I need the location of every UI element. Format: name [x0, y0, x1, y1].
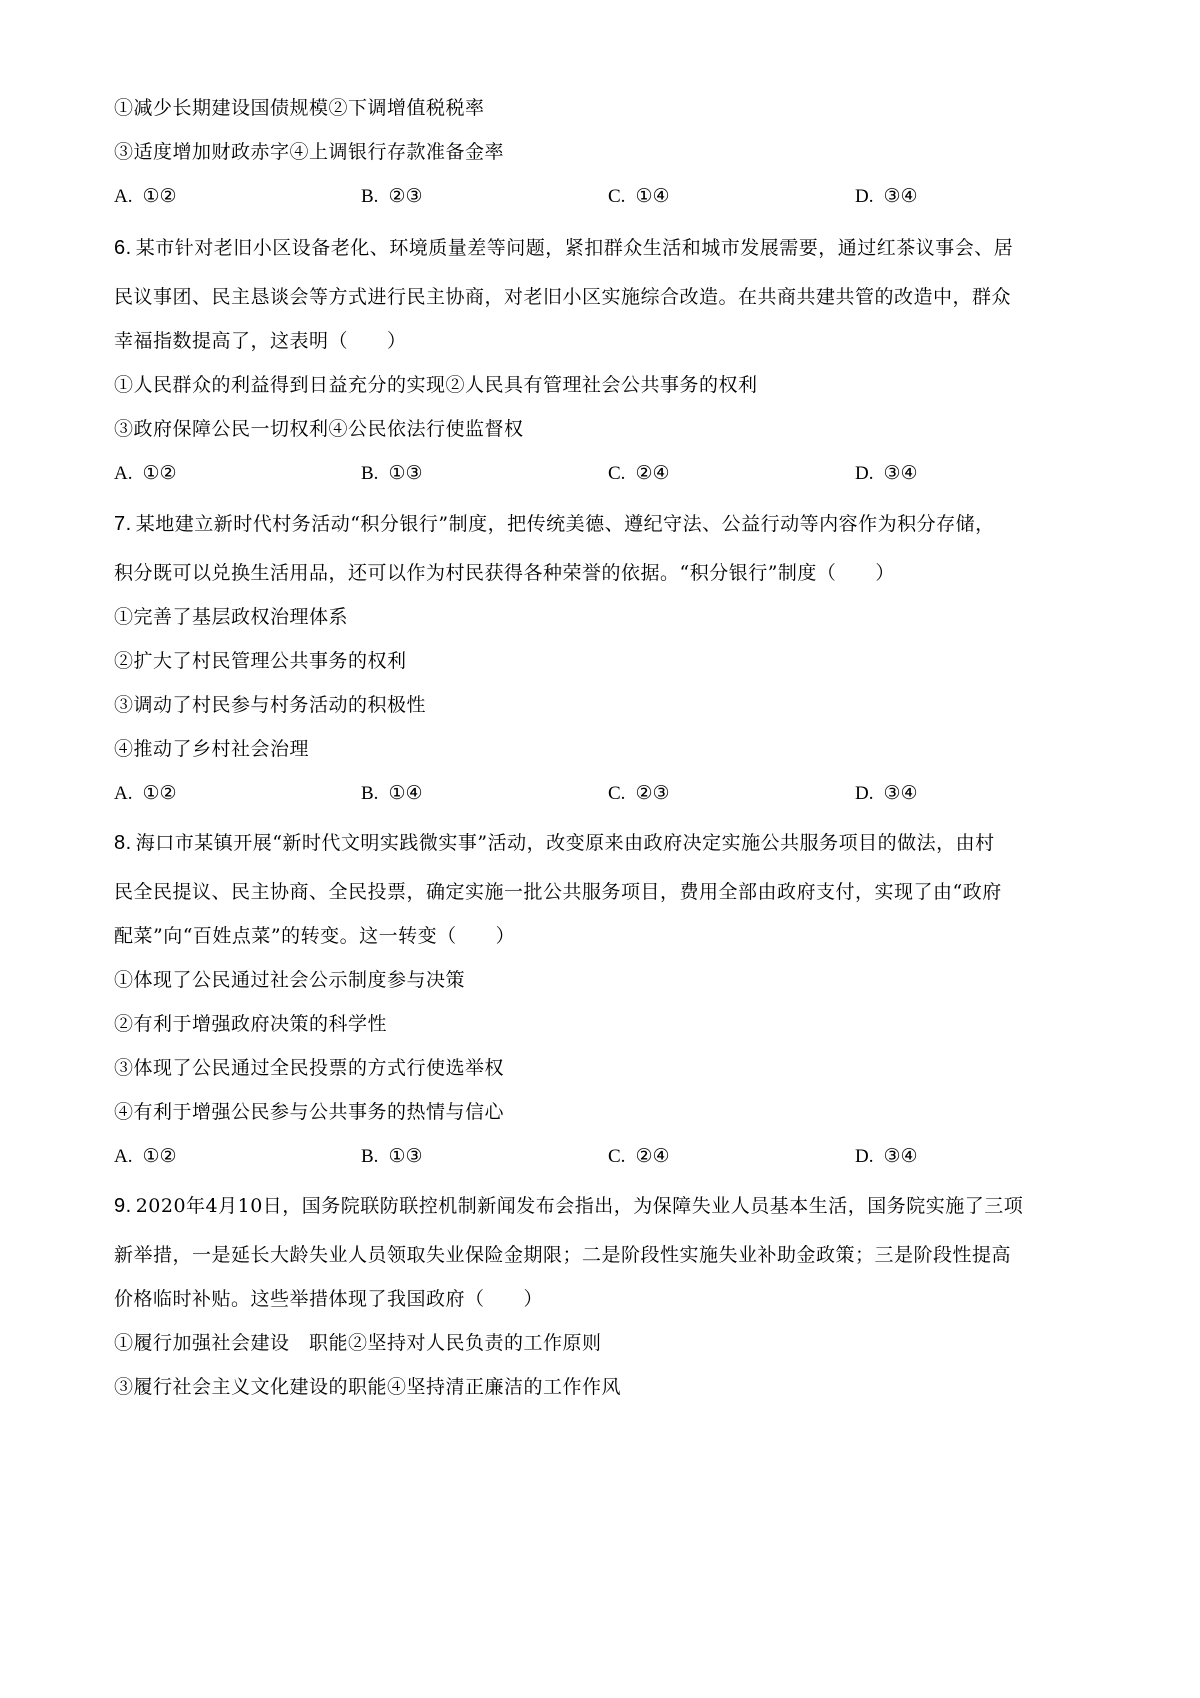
- q9-stem-line-3: 价格临时补贴。这些举措体现了我国政府（ ）: [114, 1288, 544, 1310]
- option-letter: C.: [608, 463, 626, 484]
- q8-stem-line-1: [114, 831, 995, 855]
- option-letter: B.: [361, 1146, 379, 1167]
- q5-option-b[interactable]: [361, 184, 423, 209]
- q6-stem-line-1: [114, 236, 1013, 260]
- q7-option-d[interactable]: [855, 781, 918, 806]
- option-letter: C.: [608, 1146, 626, 1167]
- option-letter: A.: [114, 1146, 133, 1167]
- option-text: ③④: [883, 782, 918, 804]
- q6-option-a[interactable]: [114, 461, 177, 486]
- option-letter: A.: [114, 186, 133, 207]
- q6-stem-text: 某市针对老旧小区设备老化、环境质量差等问题，紧扣群众生活和城市发展需要，通过红茶议事会、居: [135, 237, 1014, 259]
- q5-statement-2: ③适度增加财政赤字④上调银行存款准备金率: [114, 141, 505, 163]
- option-text: ①④: [388, 782, 423, 804]
- q5-statement-1: ①减少长期建设国债规模②下调增值税税率: [114, 97, 485, 119]
- q5-option-c[interactable]: [608, 184, 670, 209]
- q8-stem-text: 海口市某镇开展“新时代文明实践微实事”活动，改变原来由政府决定实施公共服务项目的做法，由村: [135, 832, 995, 854]
- q6-statement-2: ③政府保障公民一切权利④公民依法行使监督权: [114, 418, 524, 440]
- option-text: ②④: [635, 1145, 670, 1167]
- option-text: ③④: [883, 462, 918, 484]
- q8-option-d[interactable]: [855, 1144, 918, 1169]
- q9-stem-text: 2020年4月10日，国务院联防联控机制新闻发布会指出，为保障失业人员基本生活，国务院实施了三项: [135, 1195, 1024, 1217]
- q5-options: [114, 184, 1114, 208]
- option-letter: C.: [608, 186, 626, 207]
- option-text: ②④: [635, 462, 670, 484]
- q7-statement-4: ④推动了乡村社会治理: [114, 738, 310, 760]
- q9-stem-line-1: [114, 1194, 1023, 1218]
- option-letter: B.: [361, 186, 379, 207]
- option-letter: C.: [608, 783, 626, 804]
- option-letter: A.: [114, 783, 133, 804]
- q6-statement-1: ①人民群众的利益得到日益充分的实现②人民具有管理社会公共事务的权利: [114, 374, 758, 396]
- q7-statement-1: ①完善了基层政权治理体系: [114, 606, 349, 628]
- option-letter: A.: [114, 463, 133, 484]
- q8-option-a[interactable]: [114, 1144, 177, 1169]
- q8-option-c[interactable]: [608, 1144, 670, 1169]
- option-text: ③④: [883, 1145, 918, 1167]
- option-text: ①③: [388, 462, 423, 484]
- q7-stem-line-2: 积分既可以兑换生活用品，还可以作为村民获得各种荣誉的依据。“积分银行”制度（ ）: [114, 562, 895, 584]
- q8-stem-line-2: 民全民提议、民主协商、全民投票，确定实施一批公共服务项目，费用全部由政府支付，实现了由“政府: [114, 881, 1002, 903]
- q7-option-b[interactable]: [361, 781, 423, 806]
- q9-stem-line-2: 新举措，一是延长大龄失业人员领取失业保险金期限；二是阶段性实施失业补助金政策；三是阶段性提高: [114, 1244, 1012, 1266]
- q6-option-c[interactable]: [608, 461, 670, 486]
- option-text: ①③: [388, 1145, 423, 1167]
- q7-statement-3: ③调动了村民参与村务活动的积极性: [114, 694, 427, 716]
- q8-statement-3: ③体现了公民通过全民投票的方式行使选举权: [114, 1057, 505, 1079]
- q6-stem-line-3: 幸福指数提高了，这表明（ ）: [114, 330, 407, 352]
- q7-stem-text: 某地建立新时代村务活动“积分银行”制度，把传统美德、遵纪守法、公益行动等内容作为积分存储，: [135, 513, 995, 535]
- q8-stem-line-3: 配菜”向“百姓点菜”的转变。这一转变（ ）: [114, 925, 516, 947]
- q6-options: [114, 461, 1114, 485]
- q7-statement-2: ②扩大了村民管理公共事务的权利: [114, 650, 407, 672]
- q5-option-d[interactable]: [855, 184, 918, 209]
- option-text: ①④: [635, 185, 670, 207]
- option-text: ②③: [635, 782, 670, 804]
- q7-option-c[interactable]: [608, 781, 670, 806]
- option-text: ①②: [142, 185, 177, 207]
- option-letter: D.: [855, 463, 874, 484]
- option-letter: B.: [361, 783, 379, 804]
- q8-statement-1: ①体现了公民通过社会公示制度参与决策: [114, 969, 466, 991]
- q8-number: 8.: [114, 832, 132, 854]
- q9-number: 9.: [114, 1195, 132, 1217]
- option-letter: D.: [855, 186, 874, 207]
- option-letter: D.: [855, 783, 874, 804]
- option-text: ①②: [142, 782, 177, 804]
- q5-option-a[interactable]: [114, 184, 177, 209]
- q7-stem-line-1: [114, 512, 995, 536]
- q6-option-d[interactable]: [855, 461, 918, 486]
- q7-option-a[interactable]: [114, 781, 177, 806]
- option-letter: B.: [361, 463, 379, 484]
- q8-options: [114, 1144, 1114, 1168]
- option-text: ①②: [142, 1145, 177, 1167]
- q6-number: 6.: [114, 237, 132, 259]
- q8-statement-4: ④有利于增强公民参与公共事务的热情与信心: [114, 1101, 505, 1123]
- q8-option-b[interactable]: [361, 1144, 423, 1169]
- q8-statement-2: ②有利于增强政府决策的科学性: [114, 1013, 388, 1035]
- option-text: ①②: [142, 462, 177, 484]
- q6-stem-line-2: 民议事团、民主恳谈会等方式进行民主协商，对老旧小区实施综合改造。在共商共建共管的改造中，群众: [114, 286, 1012, 308]
- q9-statement-2: ③履行社会主义文化建设的职能④坚持清正廉洁的工作作风: [114, 1376, 622, 1398]
- q7-number: 7.: [114, 513, 132, 535]
- option-letter: D.: [855, 1146, 874, 1167]
- option-text: ③④: [883, 185, 918, 207]
- option-text: ②③: [388, 185, 423, 207]
- q7-options: [114, 781, 1114, 805]
- q9-statement-1: ①履行加强社会建设 职能②坚持对人民负责的工作原则: [114, 1332, 602, 1354]
- q6-option-b[interactable]: [361, 461, 423, 486]
